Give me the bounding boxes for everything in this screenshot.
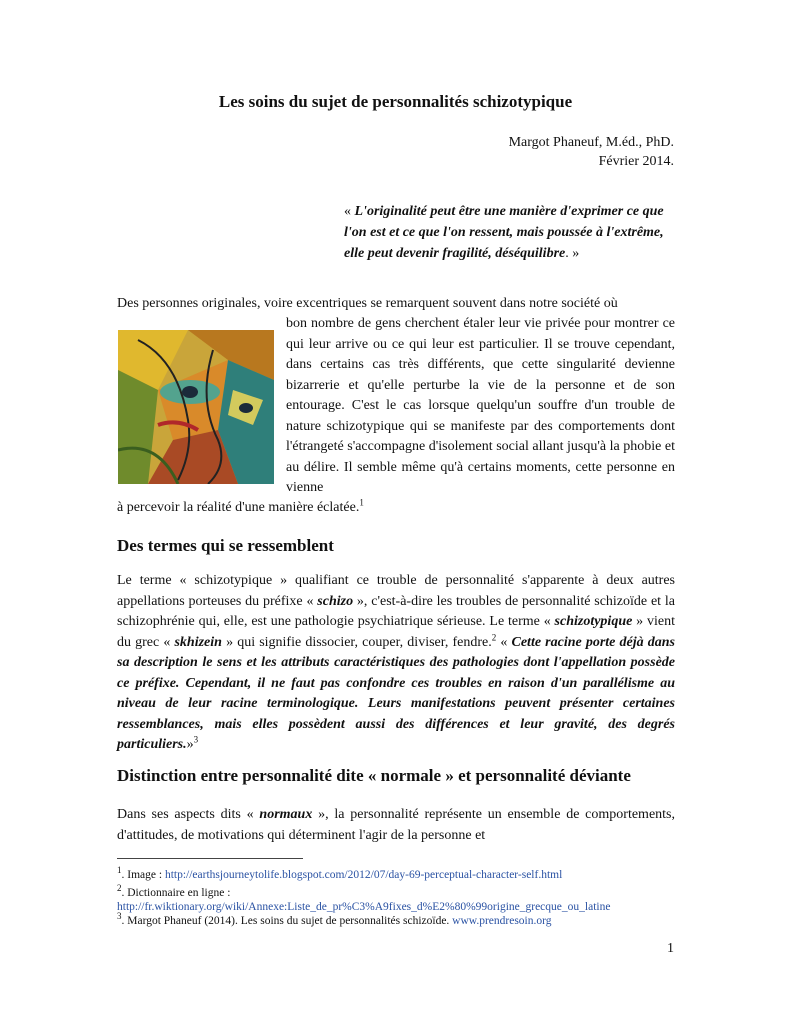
section-terms-paragraph	[117, 571, 675, 756]
footnote-1	[117, 865, 717, 882]
document-title: Les soins du sujet de personnalités schizotypique	[218, 92, 573, 111]
intro-first-line: Des personnes originales, voire excentriques se remarquent souvent dans notre société où	[117, 296, 618, 311]
footnote-2-text: . Dictionnaire en ligne :	[121, 887, 231, 899]
terms-text-1: Le terme « schizotypique » qualifiant ce trouble de personnalité s'apparente à deux autres appellations porteuses du préfixe «	[117, 573, 675, 609]
footnote-3-text: . Margot Phaneuf (2014). Les soins du sujet de personnalités schizoïde.	[121, 915, 453, 927]
term-normaux: normaux	[259, 807, 313, 822]
footnote-1-text: . Image :	[121, 869, 165, 881]
distinction-text-1: Dans ses aspects dits «	[117, 807, 260, 822]
terms-cited-passage: Cette racine porte déjà dans sa description le sens et les attributs caractéristiques des pathologies dont l'appellation possède ce préfixe. Cependant, il ne faut pas confondre ces troubles en raison d'un parallélisme au niveau de leur racine terminologique. Leurs manifestations peuvent présenter certaines ressemblances, mais elles possèdent aussi des différences et leur gravité, des degrés particuliers.	[117, 634, 675, 752]
page-number: 1	[667, 941, 674, 956]
distinction-text-2: », la personnalité représente un ensemble de comportements, d'attitudes, de motivations qui déterminent l'agir de la personne et	[117, 807, 675, 843]
footnote-ref-1: 1	[359, 497, 364, 508]
author-name: Margot Phaneuf, M.éd., PhD.	[508, 135, 674, 150]
terms-text-5: «	[496, 634, 512, 650]
terms-text-6: »	[186, 737, 194, 752]
footnote-2	[117, 883, 717, 914]
epigraph-quote	[344, 201, 675, 264]
quote-open: «	[344, 204, 355, 219]
footnote-3	[117, 911, 717, 928]
footnote-2-link[interactable]: http://fr.wiktionary.org/wiki/Annexe:Liste_de_pr%C3%A9fixes_d%E2%80%99origine_grecque_ou_latine	[117, 901, 611, 913]
footnote-ref-3: 3	[193, 734, 199, 745]
terms-text-3: » vient du grec «	[117, 614, 675, 650]
term-schizo: schizo	[317, 593, 354, 609]
footnote-separator	[117, 858, 303, 859]
painting-image	[118, 330, 274, 484]
footnote-2-number: 2	[117, 883, 122, 894]
section-heading-terms: Des termes qui se ressemblent	[117, 536, 334, 555]
quote-close: . »	[565, 246, 580, 261]
footnote-1-number: 1	[117, 865, 122, 876]
section-distinction-paragraph	[117, 805, 675, 846]
footnote-ref-2: 2	[491, 631, 497, 642]
footnote-1-link[interactable]: http://earthsjourneytolife.blogspot.com/2012/07/day-69-perceptual-character-self.html	[164, 869, 563, 881]
intro-last-text: à percevoir la réalité d'une manière éclatée.	[117, 500, 360, 515]
term-skhizein: skhizein	[174, 634, 222, 650]
terms-text-2: », c'est-à-dire les troubles de personnalité schizoïde et la schizophrénie qui, elle, est une pathologie psychiatrique sérieuse. Le terme «	[117, 593, 675, 629]
terms-text-4: » qui signifie dissocier, couper, diviser, fendre.	[221, 634, 492, 650]
author-block	[509, 133, 674, 171]
section-heading-distinction: Distinction entre personnalité dite « normale » et personnalité déviante	[117, 766, 631, 785]
publication-date: Février 2014.	[598, 154, 674, 169]
cubist-face-painting	[118, 330, 274, 484]
footnote-3-link[interactable]: www.prendresoin.org	[452, 915, 552, 927]
quote-text: L'originalité peut être une manière d'exprimer ce que l'on est et ce que l'on ressent, mais poussée à l'extrême, elle peut devenir fragilité, déséquilibre	[344, 204, 664, 261]
intro-last-line	[117, 498, 675, 519]
term-schizotypique: schizotypique	[554, 614, 633, 629]
footnote-3-number: 3	[117, 911, 122, 922]
intro-wrapped-text: bon nombre de gens cherchent étaler leur vie privée pour montrer ce qui leur arrive ou ce qui leur est particulier. Il se trouve cependant, dans certains cas très différents, que cette singularité devienne bizarrerie et qu'elle perturbe la vie de la personne et de son entourage. C'est le cas lorsque quelqu'un souffre d'un trouble de nature schizotypique qui se manifeste par des comportements dont l'étrangeté s'accompagne d'isolement social allant jusqu'à la phobie et au délire. Il semble même qu'à certains moments, cette personne en vienne	[286, 316, 675, 495]
